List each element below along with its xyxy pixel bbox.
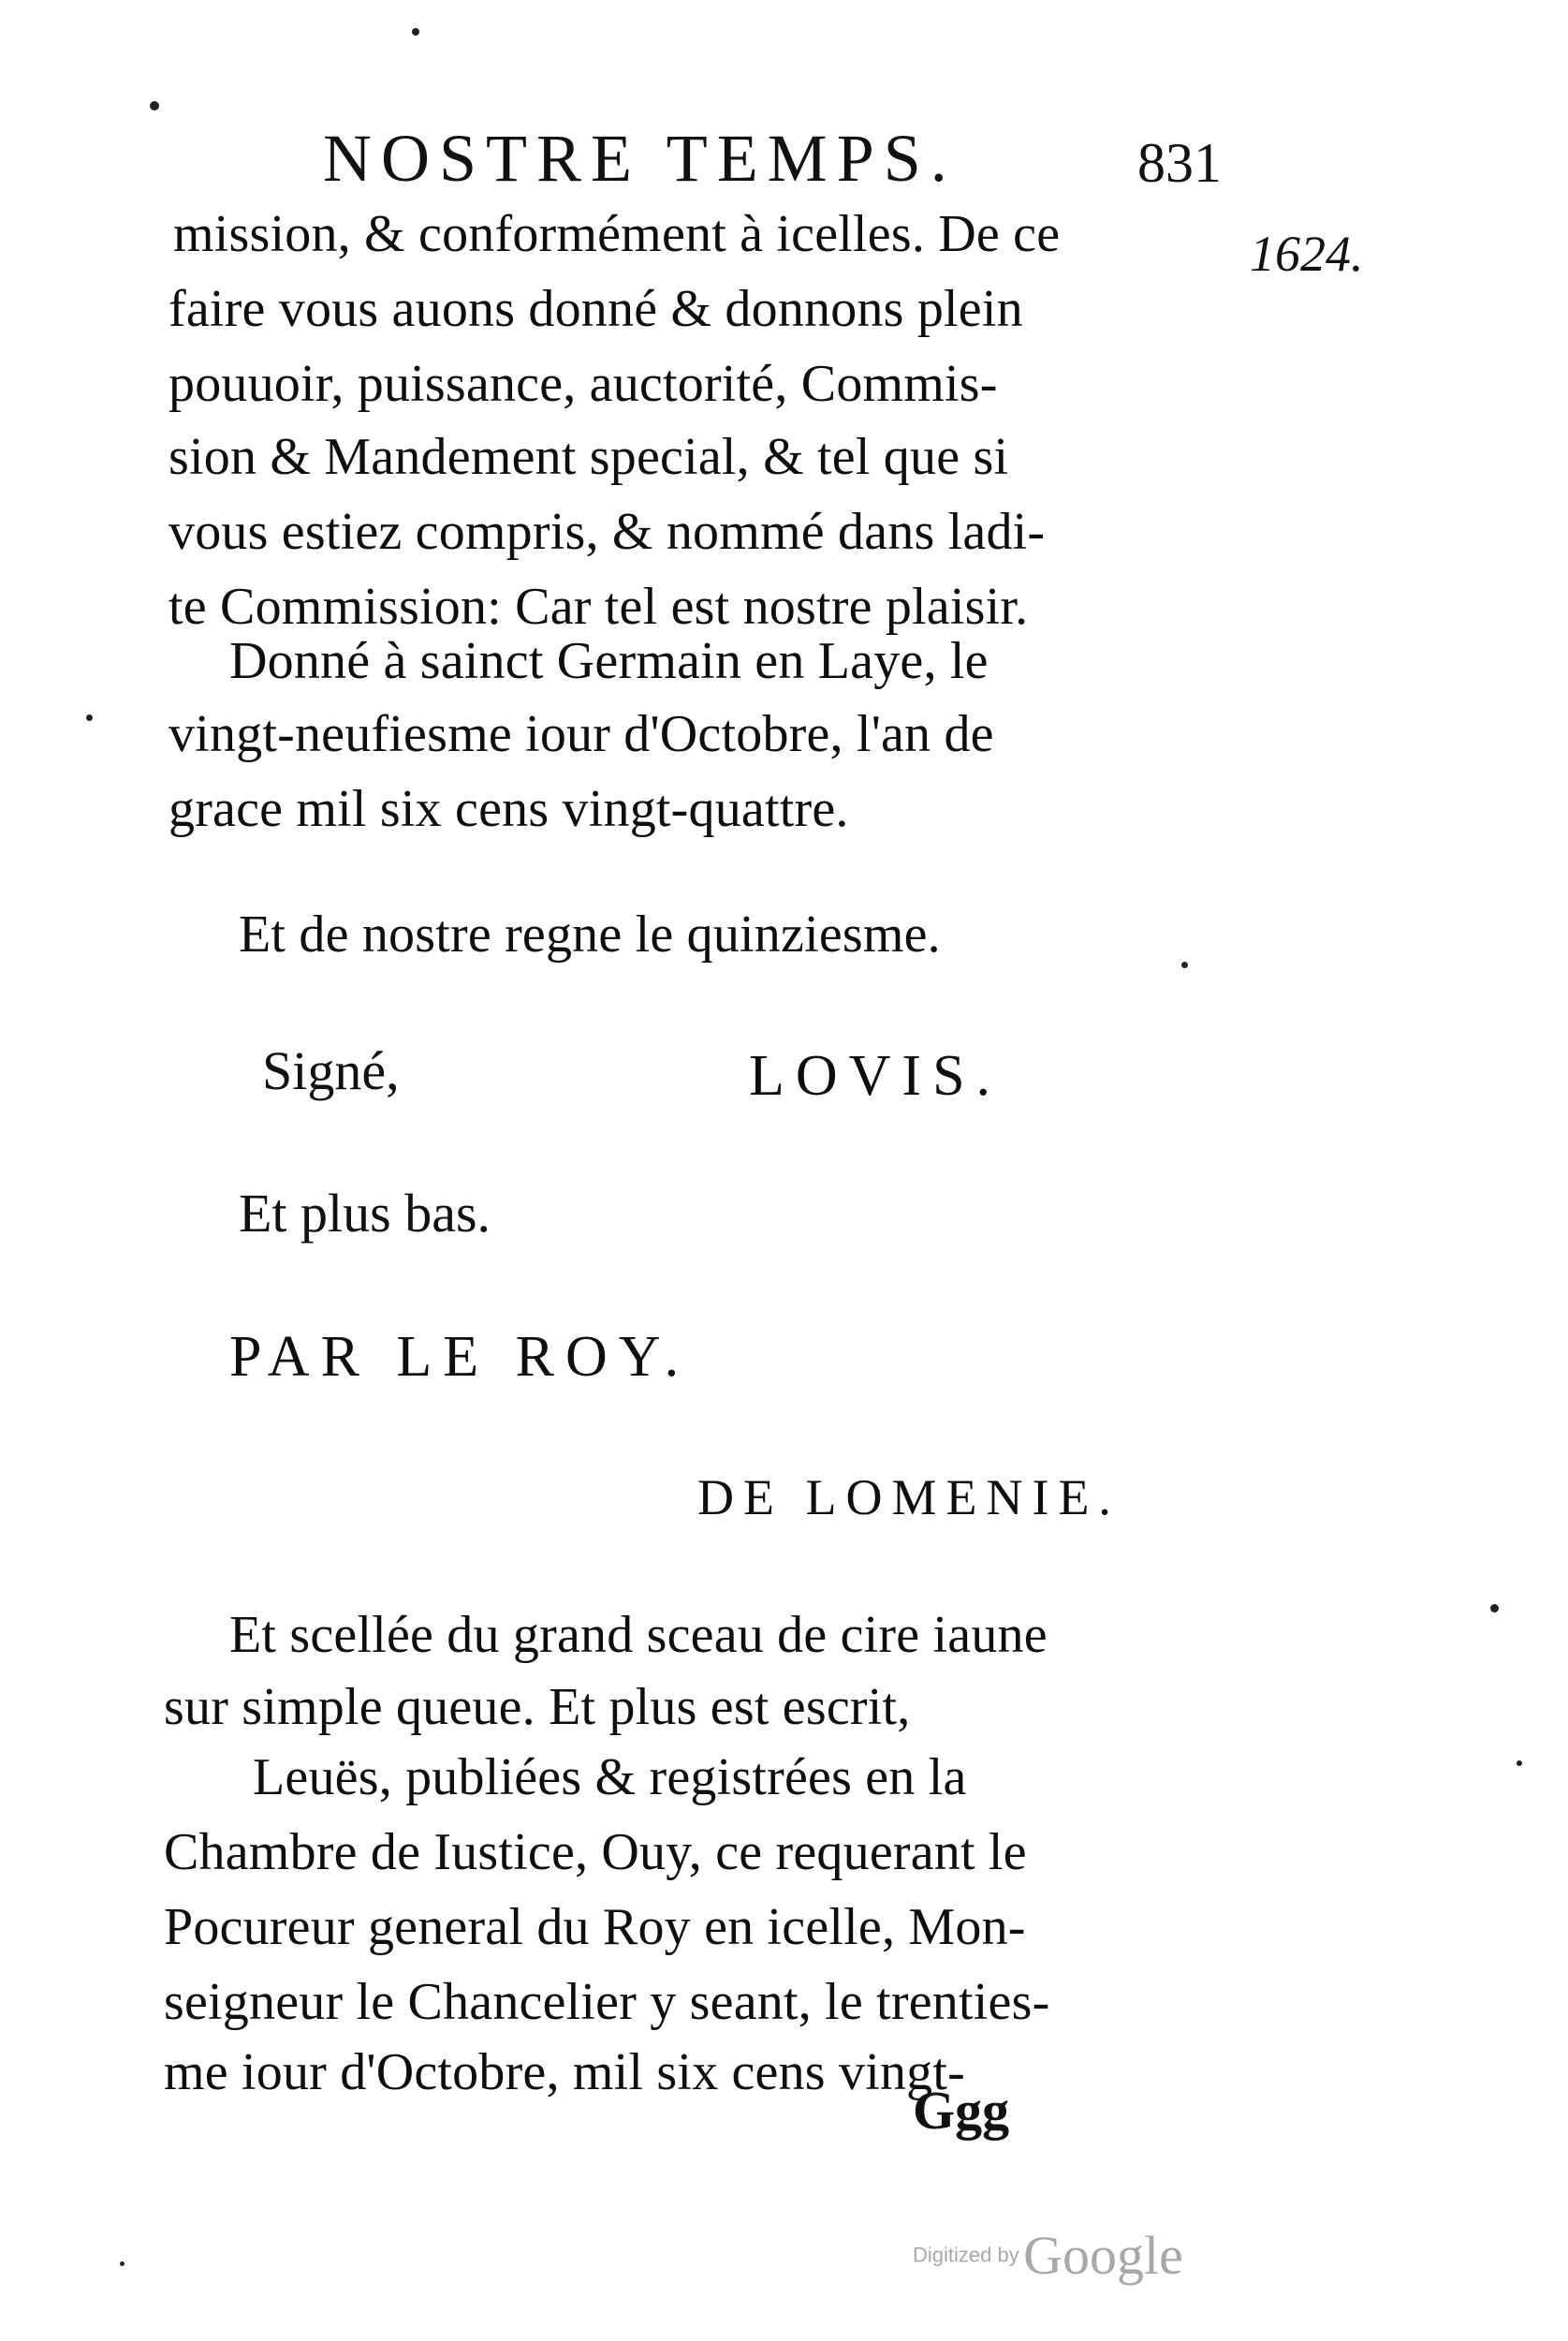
- king-signature: LOVIS.: [749, 1044, 1003, 1108]
- text-line: Et scellée du grand sceau de cire iaune: [229, 1606, 1048, 1664]
- scan-speck: [1517, 1760, 1522, 1766]
- text-line: faire vous auons donné & donnons plein: [169, 280, 1023, 338]
- text-line: Chambre de Iustice, Ouy, ce requerant le: [164, 1823, 1027, 1881]
- text-line: sur simple queue. Et plus est escrit,: [164, 1678, 911, 1736]
- text-line: Leuës, publiées & registrées en la: [253, 1748, 967, 1806]
- scan-speck: [150, 101, 159, 110]
- running-title: NOSTRE TEMPS.: [323, 121, 957, 196]
- text-line: me iour d'Octobre, mil six cens vingt-: [164, 2043, 965, 2101]
- text-line: mission, & conformément à icelles. De ce: [173, 205, 1061, 263]
- watermark-logo: Google: [1023, 2225, 1183, 2286]
- text-line: vous estiez compris, & nommé dans ladi-: [169, 503, 1046, 561]
- margin-year-note: 1624.: [1250, 226, 1364, 282]
- page-number: 831: [1137, 132, 1222, 194]
- par-le-roy: PAR LE ROY.: [229, 1325, 691, 1389]
- text-line: te Commission: Car tel est nostre plaisir.: [169, 578, 1029, 636]
- text-line: pouuoir, puissance, auctorité, Commis-: [169, 355, 998, 413]
- regnal-year-line: Et de nostre regne le quinziesme.: [239, 905, 941, 964]
- countersignature: DE LOMENIE.: [697, 1469, 1121, 1525]
- text-line: vingt-neufiesme iour d'Octobre, l'an de: [169, 705, 994, 763]
- text-line: Donné à sainct Germain en Laye, le: [229, 632, 989, 690]
- lower-label: Et plus bas.: [239, 1183, 491, 1244]
- catchword: Ggg: [913, 2080, 1010, 2141]
- text-line: sion & Mandement special, & tel que si: [169, 428, 1009, 486]
- scan-speck: [120, 2261, 125, 2266]
- scan-speck: [1181, 962, 1188, 968]
- signed-label: Signé,: [262, 1040, 400, 1101]
- text-line: grace mil six cens vingt-quattre.: [169, 780, 849, 838]
- scan-speck: [86, 714, 93, 721]
- text-line: Pocureur general du Roy en icelle, Mon-: [164, 1898, 1026, 1956]
- text-line: seigneur le Chancelier y seant, le trenties-: [164, 1973, 1050, 2031]
- scan-speck: [412, 28, 419, 36]
- scan-speck: [1490, 1604, 1499, 1612]
- watermark-prefix: Digitized by: [913, 2243, 1019, 2267]
- digitization-watermark: [913, 2224, 1183, 2287]
